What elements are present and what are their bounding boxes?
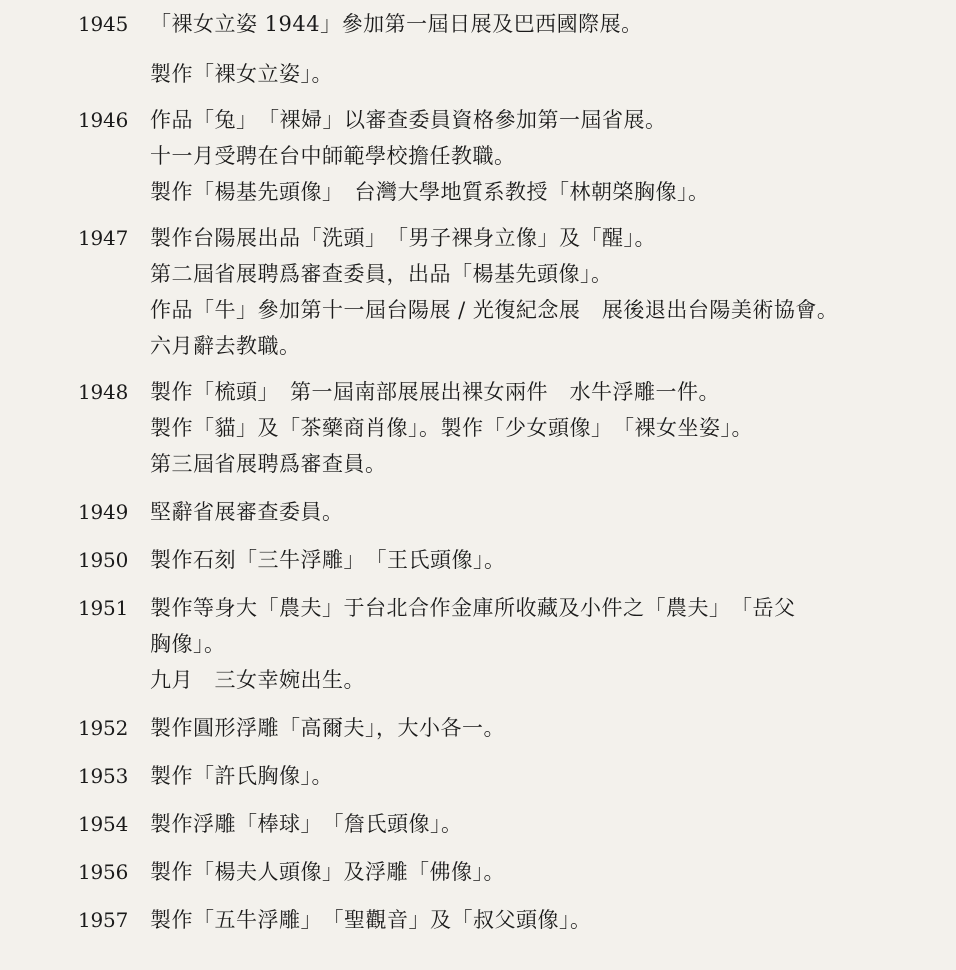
entry-line: 胸像」。 bbox=[150, 632, 226, 656]
entry-1950 bbox=[0, 542, 956, 578]
entry-line: 製作「裸女立姿」。 bbox=[150, 62, 333, 86]
entry-line: 製作浮雕「棒球」 「詹氏頭像」。 bbox=[150, 812, 463, 836]
entry-1951 bbox=[0, 590, 956, 698]
entry-line: 製作「楊夫人頭像」及浮雕「佛像」。 bbox=[150, 860, 505, 884]
year-label: 1949 bbox=[78, 500, 129, 524]
entry-line: 製作「楊基先頭像」 台灣大學地質系教授「林朝棨胸像」。 bbox=[150, 180, 710, 204]
year-label: 1953 bbox=[78, 764, 129, 788]
entry-line: 六月辭去教職。 bbox=[150, 334, 301, 358]
year-label: 1952 bbox=[78, 716, 129, 740]
year-label: 1948 bbox=[78, 380, 129, 404]
entry-line: 製作「五牛浮雕」 「聖觀音」及「叔父頭像」。 bbox=[150, 908, 592, 932]
entry-1949 bbox=[0, 494, 956, 530]
entry-line: 「裸女立姿 1944」參加第一屆日展及巴西國際展。 bbox=[150, 12, 643, 36]
entry-line: 製作圓形浮雕「高爾夫」，大小各一。 bbox=[150, 716, 505, 740]
entry-line: 第三屆省展聘爲審查員。 bbox=[150, 452, 387, 476]
entry-1953 bbox=[0, 758, 956, 794]
entry-1945 bbox=[0, 6, 956, 92]
entry-1952 bbox=[0, 710, 956, 746]
entry-line: 製作石刻「三牛浮雕」 「王氏頭像」。 bbox=[150, 548, 506, 572]
entry-line: 作品「牛」參加第十一屆台陽展 / 光復紀念展 展後退出台陽美術協會。 bbox=[150, 298, 839, 322]
entry-1947 bbox=[0, 220, 956, 364]
entry-line: 九月 三女幸婉出生。 bbox=[150, 668, 365, 692]
entry-line: 堅辭省展審查委員。 bbox=[150, 500, 344, 524]
entry-1954 bbox=[0, 806, 956, 842]
year-label: 1947 bbox=[78, 226, 129, 250]
year-label: 1950 bbox=[78, 548, 129, 572]
entry-1957 bbox=[0, 902, 956, 938]
entry-1956 bbox=[0, 854, 956, 890]
year-label: 1956 bbox=[78, 860, 129, 884]
year-label: 1945 bbox=[78, 12, 129, 36]
entry-line: 製作「貓」及「茶藥商肖像」。製作「少女頭像」 「裸女坐姿」。 bbox=[150, 416, 753, 440]
year-label: 1957 bbox=[78, 908, 129, 932]
entry-line: 作品「兔」 「裸婦」以審查委員資格參加第一屆省展。 bbox=[150, 108, 667, 132]
entry-1948 bbox=[0, 374, 956, 482]
year-label: 1946 bbox=[78, 108, 129, 132]
entry-line: 製作等身大「農夫」于台北合作金庫所收藏及小件之「農夫」 「岳父 bbox=[150, 596, 796, 620]
entry-line: 製作「許氏胸像」。 bbox=[150, 764, 333, 788]
entry-line: 第二屆省展聘爲審查委員，出品「楊基先頭像」。 bbox=[150, 262, 613, 286]
entry-line: 製作「梳頭」 第一屆南部展展出裸女兩件 水牛浮雕一件。 bbox=[150, 380, 720, 404]
year-label: 1954 bbox=[78, 812, 129, 836]
entry-line: 十一月受聘在台中師範學校擔任教職。 bbox=[150, 144, 516, 168]
entry-1946 bbox=[0, 102, 956, 210]
year-label: 1951 bbox=[78, 596, 129, 620]
entry-line: 製作台陽展出品「洗頭」 「男子裸身立像」及「醒」。 bbox=[150, 226, 656, 250]
